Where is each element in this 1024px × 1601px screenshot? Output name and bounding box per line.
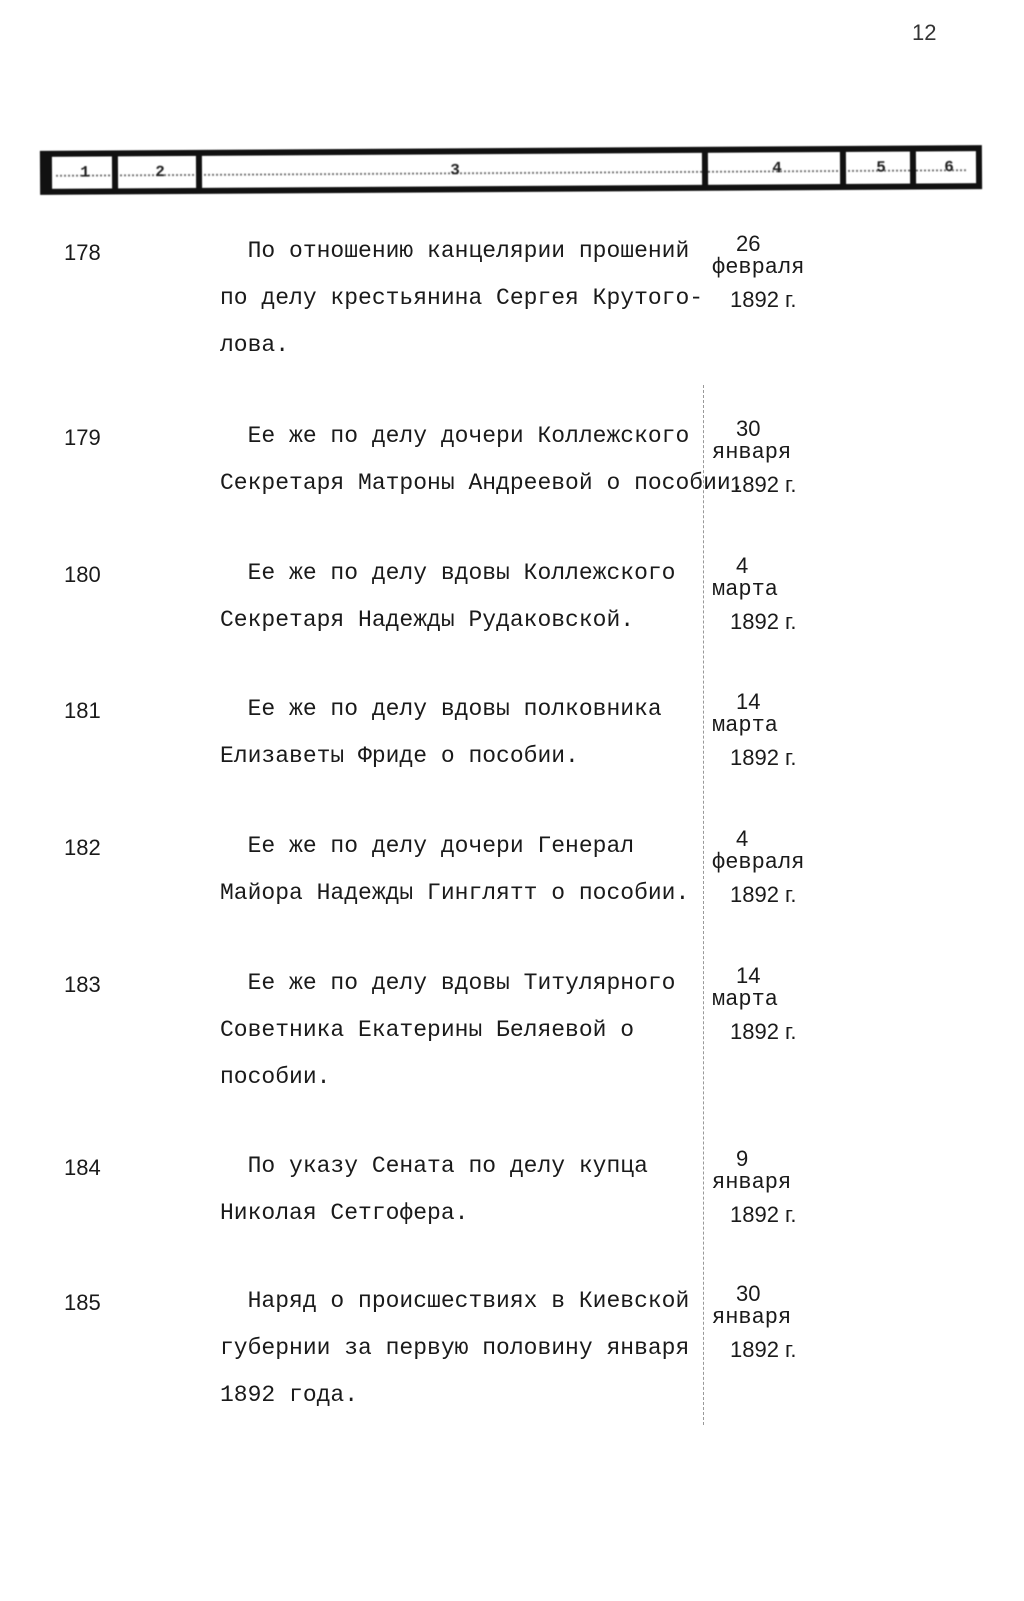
entry-line: Ее же по делу вдовы Коллежского <box>220 560 676 586</box>
date-year: 1892 г. <box>730 287 797 312</box>
entry-date <box>712 964 797 1044</box>
entry-date <box>712 232 804 312</box>
entry-date <box>712 690 797 770</box>
date-year: 1892 г. <box>730 609 797 634</box>
entry-line: По отношению канцелярии прошений <box>220 238 690 264</box>
date-year: 1892 г. <box>730 882 797 907</box>
entry-description <box>220 228 703 369</box>
entry-number: 178 <box>64 240 101 265</box>
entry-description <box>220 686 662 780</box>
entry-line: Елизаветы Фриде о пособии. <box>220 743 579 769</box>
date-month: февраля <box>712 850 805 875</box>
date-day: 9 <box>736 1146 749 1171</box>
entry-line: Наряд о происшествиях в Киевской <box>220 1288 690 1314</box>
entry-line: по делу крестьянина Сергея Крутого- <box>220 285 704 311</box>
entry-number: 185 <box>64 1290 101 1315</box>
entry-number: 184 <box>64 1155 101 1180</box>
column-divider <box>703 385 704 1425</box>
entry-number: 182 <box>64 835 101 860</box>
date-year: 1892 г. <box>730 1202 797 1227</box>
entry-number: 181 <box>64 698 101 723</box>
date-year: 1892 г. <box>730 1337 797 1362</box>
entry-description <box>220 823 689 917</box>
entry-line: Ее же по делу дочери Коллежского <box>220 423 690 449</box>
date-year: 1892 г. <box>730 1019 797 1044</box>
entry-line: Секретаря Матроны Андреевой о пособии. <box>220 470 745 496</box>
entry-date <box>712 1147 797 1227</box>
entry-date <box>712 1282 797 1362</box>
entry-date <box>712 417 797 497</box>
date-day: 30 <box>736 416 761 441</box>
entry-description <box>220 1143 648 1237</box>
date-year: 1892 г. <box>730 745 797 770</box>
entry-number: 180 <box>64 562 101 587</box>
page-number: 12 <box>912 20 937 45</box>
date-day: 14 <box>736 689 761 714</box>
column-header-1: 1 <box>46 156 118 188</box>
entry-line: Майора Надежды Гинглятт о пособии. <box>220 880 690 906</box>
date-month: марта <box>712 577 779 602</box>
date-month: марта <box>712 713 779 738</box>
entry-line: 1892 года. <box>220 1382 359 1408</box>
column-header-5: 5 <box>840 152 916 184</box>
entry-line: лова. <box>220 332 290 358</box>
entry-description <box>220 1278 689 1419</box>
entry-number: 183 <box>64 972 101 997</box>
date-month: января <box>712 1170 792 1195</box>
entry-line: Ее же по делу дочери Генерал <box>220 833 635 859</box>
entry-line: пособии. <box>220 1064 331 1090</box>
entry-line: По указу Сената по делу купца <box>220 1153 648 1179</box>
entry-description <box>220 413 745 507</box>
entry-description <box>220 960 675 1101</box>
entry-line: Ее же по делу вдовы полковника <box>220 696 662 722</box>
entry-line: губернии за первую половину января <box>220 1335 690 1361</box>
column-header-4: 4 <box>702 152 846 185</box>
entry-date <box>712 827 804 907</box>
date-month: марта <box>712 987 779 1012</box>
column-header-6: 6 <box>910 151 982 183</box>
date-year: 1892 г. <box>730 472 797 497</box>
entry-line: Ее же по делу вдовы Титулярного <box>220 970 676 996</box>
date-day: 26 <box>736 231 761 256</box>
entry-line: Советника Екатерины Беляевой о <box>220 1017 635 1043</box>
date-day: 4 <box>736 826 749 851</box>
date-month: января <box>712 1305 792 1330</box>
entry-line: Секретаря Надежды Рудаковской. <box>220 607 635 633</box>
date-day: 30 <box>736 1281 761 1306</box>
entry-line: Николая Сетгофера. <box>220 1200 469 1226</box>
date-day: 14 <box>736 963 761 988</box>
column-header-3: 3 <box>196 153 708 188</box>
column-header-band <box>40 145 982 195</box>
date-month: января <box>712 440 792 465</box>
entry-number: 179 <box>64 425 101 450</box>
column-header-2: 2 <box>112 156 202 189</box>
entry-description <box>220 550 675 644</box>
entry-date <box>712 554 797 634</box>
date-day: 4 <box>736 553 749 578</box>
date-month: февраля <box>712 255 805 280</box>
